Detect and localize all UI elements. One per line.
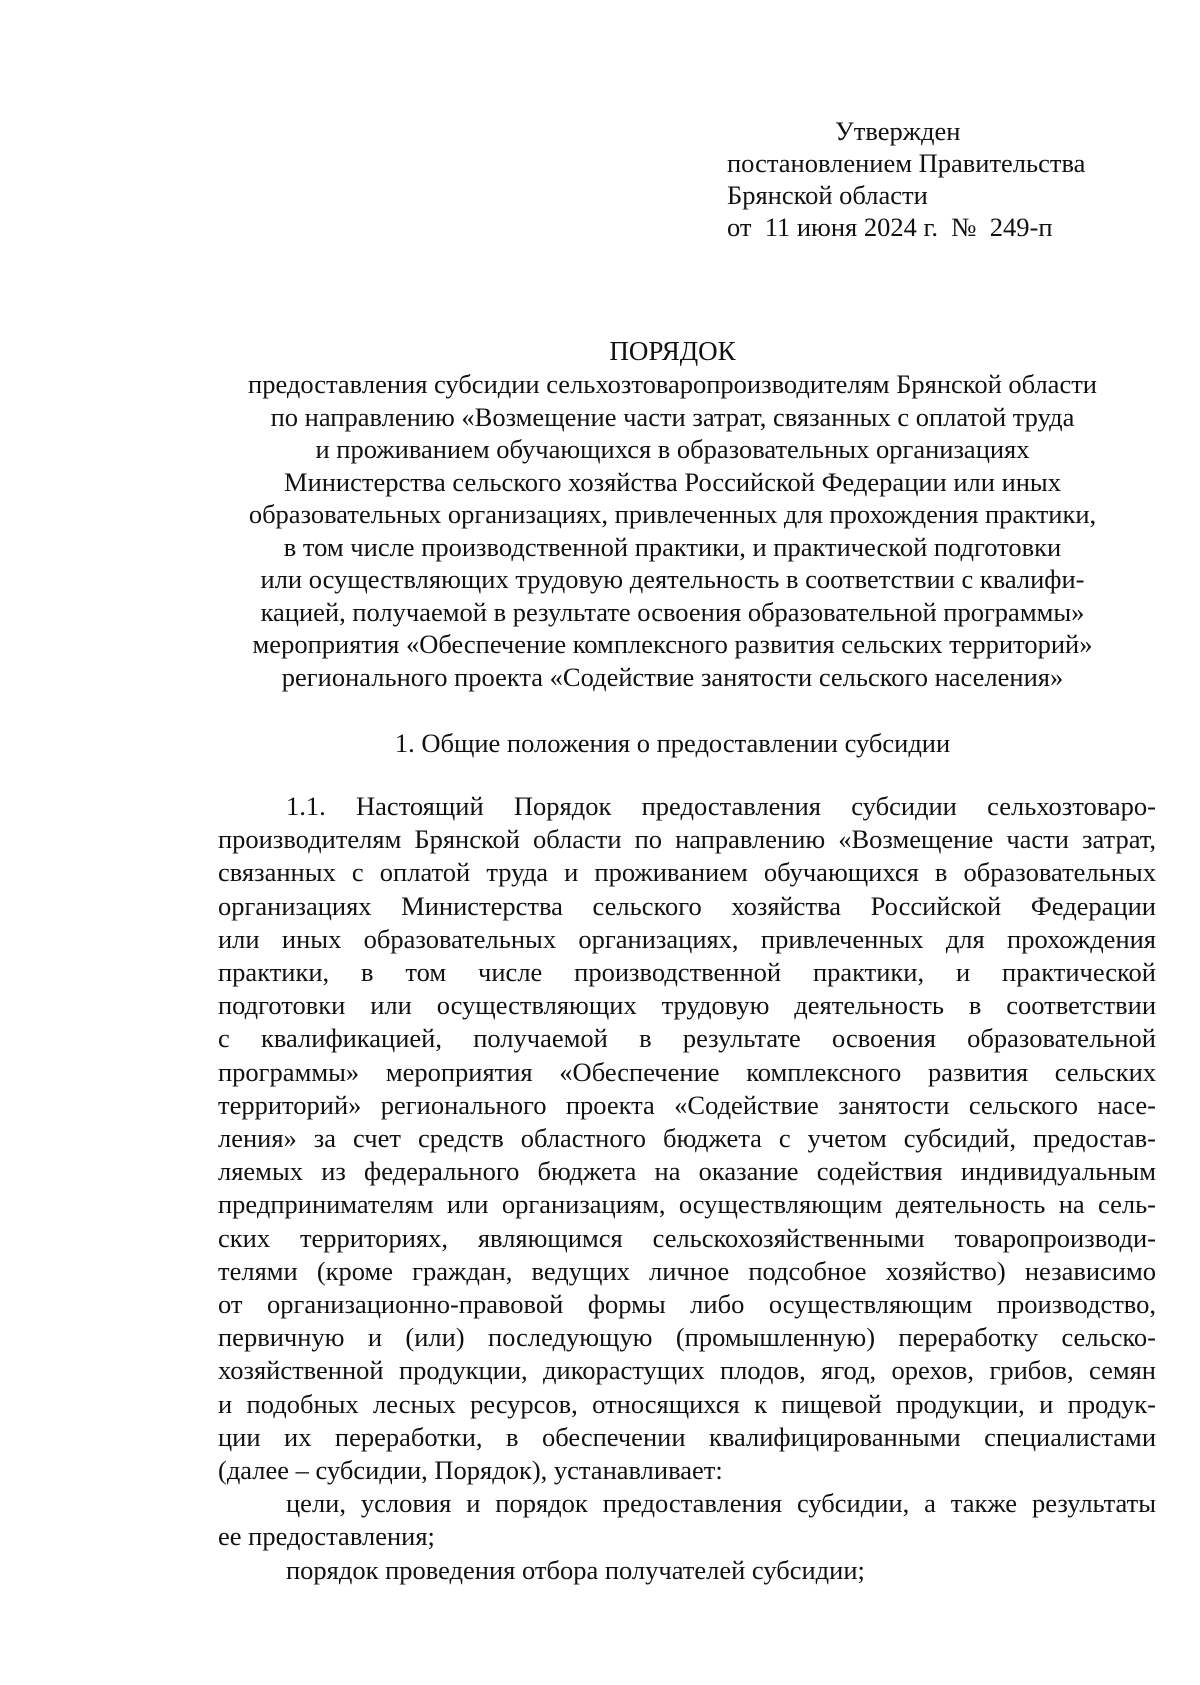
paragraph-line: ления» за счет средств областного бюджета с учетом субсидий, предостав- — [218, 1123, 1156, 1154]
paragraph-line: или иных образовательных организациях, привлеченных для прохождения — [218, 923, 1156, 954]
paragraph-line: с квалификацией, получаемой в результате освоения образовательной — [218, 1023, 1156, 1054]
paragraph-line: (далее – субсидии, Порядок), устанавливает: — [218, 1455, 723, 1486]
paragraph-line: от организационно-правовой формы либо осуществляющим производство, — [218, 1289, 1156, 1320]
approval-line: Утвержден — [835, 116, 961, 146]
subtitle-line: и проживанием обучающихся в образовательных организациях — [315, 434, 1030, 464]
document-title: ПОРЯДОК — [609, 336, 736, 366]
paragraph-line: телями (кроме граждан, ведущих личное подсобное хозяйство) независимо — [218, 1255, 1156, 1286]
list-item-line: цели, условия и порядок предоставления субсидии, а также результаты — [286, 1488, 1156, 1519]
paragraph-line: хозяйственной продукции, дикорастущих плодов, ягод, орехов, грибов, семян — [218, 1355, 1156, 1386]
paragraph-line: программы» мероприятия «Обеспечение комплексного развития сельских — [218, 1056, 1156, 1087]
paragraph-line: практики, в том числе производственной практики, и практической — [218, 957, 1156, 988]
document-body — [218, 790, 1156, 1587]
paragraph-line: организациях Министерства сельского хозяйства Российской Федерации — [218, 890, 1156, 921]
subtitle-line: предоставления субсидии сельхозтоваропроизводителям Брянской области — [248, 369, 1097, 399]
document-title-block — [200, 335, 1145, 693]
paragraph-line: территорий» регионального проекта «Содействие занятости сельского насе- — [218, 1089, 1156, 1120]
approval-line: от 11 июня 2024 г. № 249-п — [727, 212, 1053, 242]
paragraph-line: связанных с оплатой труда и проживанием обучающихся в образовательных — [218, 857, 1156, 888]
subtitle-line: мероприятия «Обеспечение комплексного развития сельских территорий» — [252, 629, 1093, 659]
paragraph-line: ских территориях, являющимся сельскохозяйственными товаропроизводи- — [218, 1222, 1156, 1253]
paragraph-line: производителям Брянской области по направлению «Возмещение части затрат, — [218, 824, 1156, 855]
subtitle-line: кацией, получаемой в результате освоения образовательной программы» — [260, 596, 1085, 627]
paragraph-line: ции их переработки, в обеспечении квалифицированными специалистами — [218, 1421, 1156, 1452]
subtitle-line: или осуществляющих трудовую деятельность в соответствии с квалифи- — [260, 564, 1085, 594]
paragraph-line: предпринимателям или организациям, осуществляющим деятельность на сель- — [218, 1189, 1156, 1220]
approval-line: Брянской области — [727, 180, 928, 210]
paragraph-line: и подобных лесных ресурсов, относящихся к пищевой продукции, и продук- — [218, 1388, 1156, 1419]
paragraph-line: 1.1. Настоящий Порядок предоставления субсидии сельхозтоваро- — [286, 791, 1156, 821]
approval-stamp — [727, 115, 1127, 243]
section-heading: 1. Общие положения о предоставлении субсидии — [394, 728, 951, 758]
subtitle-line: Министерства сельского хозяйства Российской Федерации или иных — [284, 466, 1061, 497]
list-item-line: порядок проведения отбора получателей субсидии; — [286, 1554, 865, 1585]
list-item-line: ее предоставления; — [218, 1521, 435, 1552]
paragraph-line: подготовки или осуществляющих трудовую деятельность в соответствии — [218, 990, 1156, 1021]
subtitle-line: образовательных организациях, привлеченных для прохождения практики, — [248, 499, 1097, 529]
subtitle-line: в том числе производственной практики, и практической подготовки — [283, 531, 1062, 562]
paragraph-line: первичную и (или) последующую (промышленную) переработку сельско- — [218, 1322, 1156, 1353]
approval-line: постановлением Правительства — [727, 148, 1086, 178]
paragraph-line: ляемых из федерального бюджета на оказание содействия индивидуальным — [218, 1156, 1156, 1187]
subtitle-line: по направлению «Возмещение части затрат, связанных с оплатой труда — [270, 401, 1075, 432]
subtitle-line: регионального проекта «Содействие занятости сельского населения» — [281, 661, 1064, 692]
